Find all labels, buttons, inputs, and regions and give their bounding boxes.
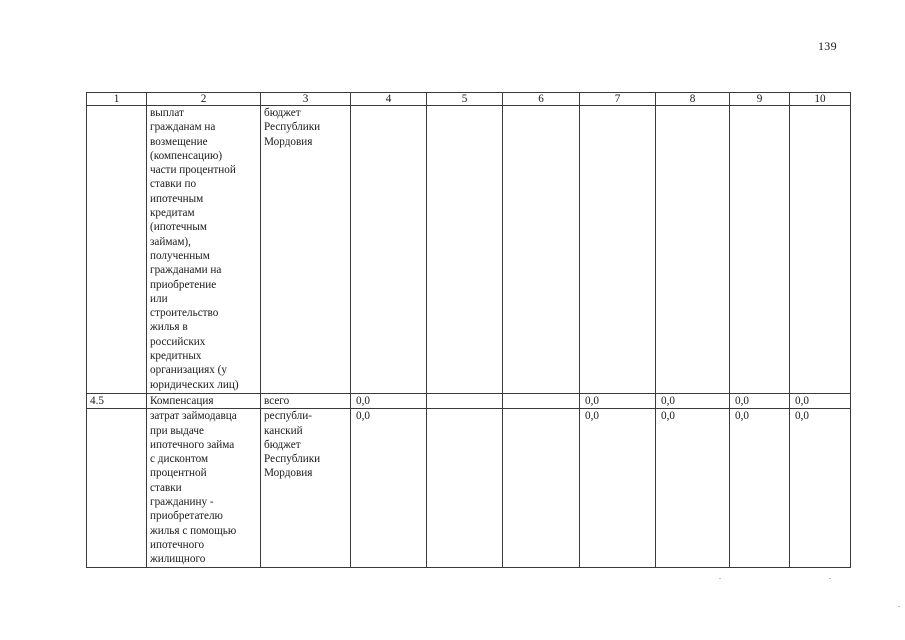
- cell-text-line: российских: [150, 335, 206, 348]
- header-cell-6: 6: [503, 93, 580, 106]
- table-header-row: [87, 93, 851, 106]
- cell-text-line: процентной: [150, 467, 207, 480]
- header-cell-5: 5: [427, 93, 503, 106]
- cell-text-line: затрат займодавца: [150, 410, 237, 423]
- table-row: [87, 106, 851, 394]
- table-cell-col-6: [503, 394, 580, 409]
- cell-text-line: гражданам на: [150, 121, 216, 134]
- cell-text-line: с дисконтом: [150, 453, 209, 466]
- table-cell-col-6: [503, 409, 580, 567]
- table-cell-col-10: [790, 106, 851, 394]
- header-cell-2: 2: [147, 93, 261, 106]
- cell-text-line: гражданину -: [150, 496, 214, 509]
- cell-text-line: бюджет: [264, 438, 301, 451]
- header-cell-7: 7: [580, 93, 656, 106]
- cell-text-line: Республики: [264, 453, 321, 466]
- cell-text-line: республи-: [264, 410, 312, 423]
- cell-text-line: жилья с помощью: [150, 524, 237, 537]
- cell-text-line: (ипотечным: [150, 221, 207, 234]
- table-row: [87, 409, 851, 567]
- table-cell-col-10: 0,0: [790, 409, 851, 567]
- cell-text-line: гражданами на: [150, 264, 222, 277]
- table-cell-col-9: [730, 106, 790, 394]
- cell-text-line: канский: [264, 424, 303, 437]
- cell-text-line: Мордовия: [264, 135, 313, 148]
- table-row: [87, 394, 851, 409]
- table-cell-col-4: [351, 106, 427, 394]
- table-cell-col-1: [87, 106, 147, 394]
- cell-text-line: выплат: [150, 107, 184, 119]
- table-cell-col-3: [261, 409, 351, 567]
- cell-text-line: или: [150, 292, 168, 305]
- page-number: 139: [818, 39, 837, 53]
- table-cell-col-5: [427, 106, 503, 394]
- cell-text-line: приобретателю: [150, 510, 223, 523]
- table-cell-col-5: [427, 409, 503, 567]
- table-cell-col-1: [87, 409, 147, 567]
- cell-text-line: Мордовия: [264, 467, 313, 480]
- cell-text-line: ставки по: [150, 178, 197, 191]
- table-cell-col-6: [503, 106, 580, 394]
- cell-text-line: бюджет: [264, 107, 301, 119]
- table-cell-col-2: [147, 394, 261, 409]
- cell-text-line: Республики: [264, 121, 321, 134]
- table-cell-col-2: [147, 106, 261, 394]
- cell-text-line: возмещение: [150, 135, 208, 148]
- table-cell-col-9: 0,0: [730, 394, 790, 409]
- table-cell-col-7: 0,0: [580, 394, 656, 409]
- cell-text-line: ставки: [150, 481, 182, 494]
- cell-text-line: ипотечного займа: [150, 438, 235, 451]
- data-table: [86, 92, 851, 568]
- cell-text-line: строительство: [150, 307, 219, 320]
- cell-text-line: кредитам: [150, 207, 195, 220]
- table-cell-col-8: 0,0: [656, 409, 730, 567]
- table-cell-col-9: 0,0: [730, 409, 790, 567]
- table-cell-col-5: [427, 394, 503, 409]
- table-cell-col-7: 0,0: [580, 409, 656, 567]
- cell-text-line: ипотечного: [150, 538, 205, 551]
- cell-text-line: займам),: [150, 235, 191, 248]
- header-cell-3: 3: [261, 93, 351, 106]
- cell-text-line: жилья в: [150, 321, 188, 334]
- table-cell-col-10: 0,0: [790, 394, 851, 409]
- table-cell-col-8: 0,0: [656, 394, 730, 409]
- header-cell-8: 8: [656, 93, 730, 106]
- cell-text-line: Компенсация: [150, 395, 214, 407]
- cell-text-line: юридических лиц): [150, 378, 239, 391]
- cell-text-line: всего: [264, 395, 290, 407]
- cell-text-line: ипотечным: [150, 192, 204, 205]
- cell-text-line: части процентной: [150, 164, 236, 177]
- header-cell-10: 10: [790, 93, 851, 106]
- cell-text-line: при выдаче: [150, 424, 204, 437]
- cell-text-line: (компенсацию): [150, 149, 223, 162]
- table-cell-col-3: [261, 394, 351, 409]
- table-cell-col-4: 0,0: [351, 394, 427, 409]
- table-cell-col-1: 4.5: [87, 394, 147, 409]
- cell-text-line: приобретение: [150, 278, 217, 291]
- header-cell-4: 4: [351, 93, 427, 106]
- table-cell-col-8: [656, 106, 730, 394]
- cell-text-line: жилищного: [150, 553, 206, 566]
- header-cell-9: 9: [730, 93, 790, 106]
- cell-text-line: организациях (у: [150, 364, 227, 377]
- table-cell-col-4: 0,0: [351, 409, 427, 567]
- table-cell-col-2: [147, 409, 261, 567]
- header-cell-1: 1: [87, 93, 147, 106]
- table-cell-col-3: [261, 106, 351, 394]
- table-cell-col-7: [580, 106, 656, 394]
- cell-text-line: кредитных: [150, 350, 202, 363]
- cell-text-line: полученным: [150, 249, 210, 262]
